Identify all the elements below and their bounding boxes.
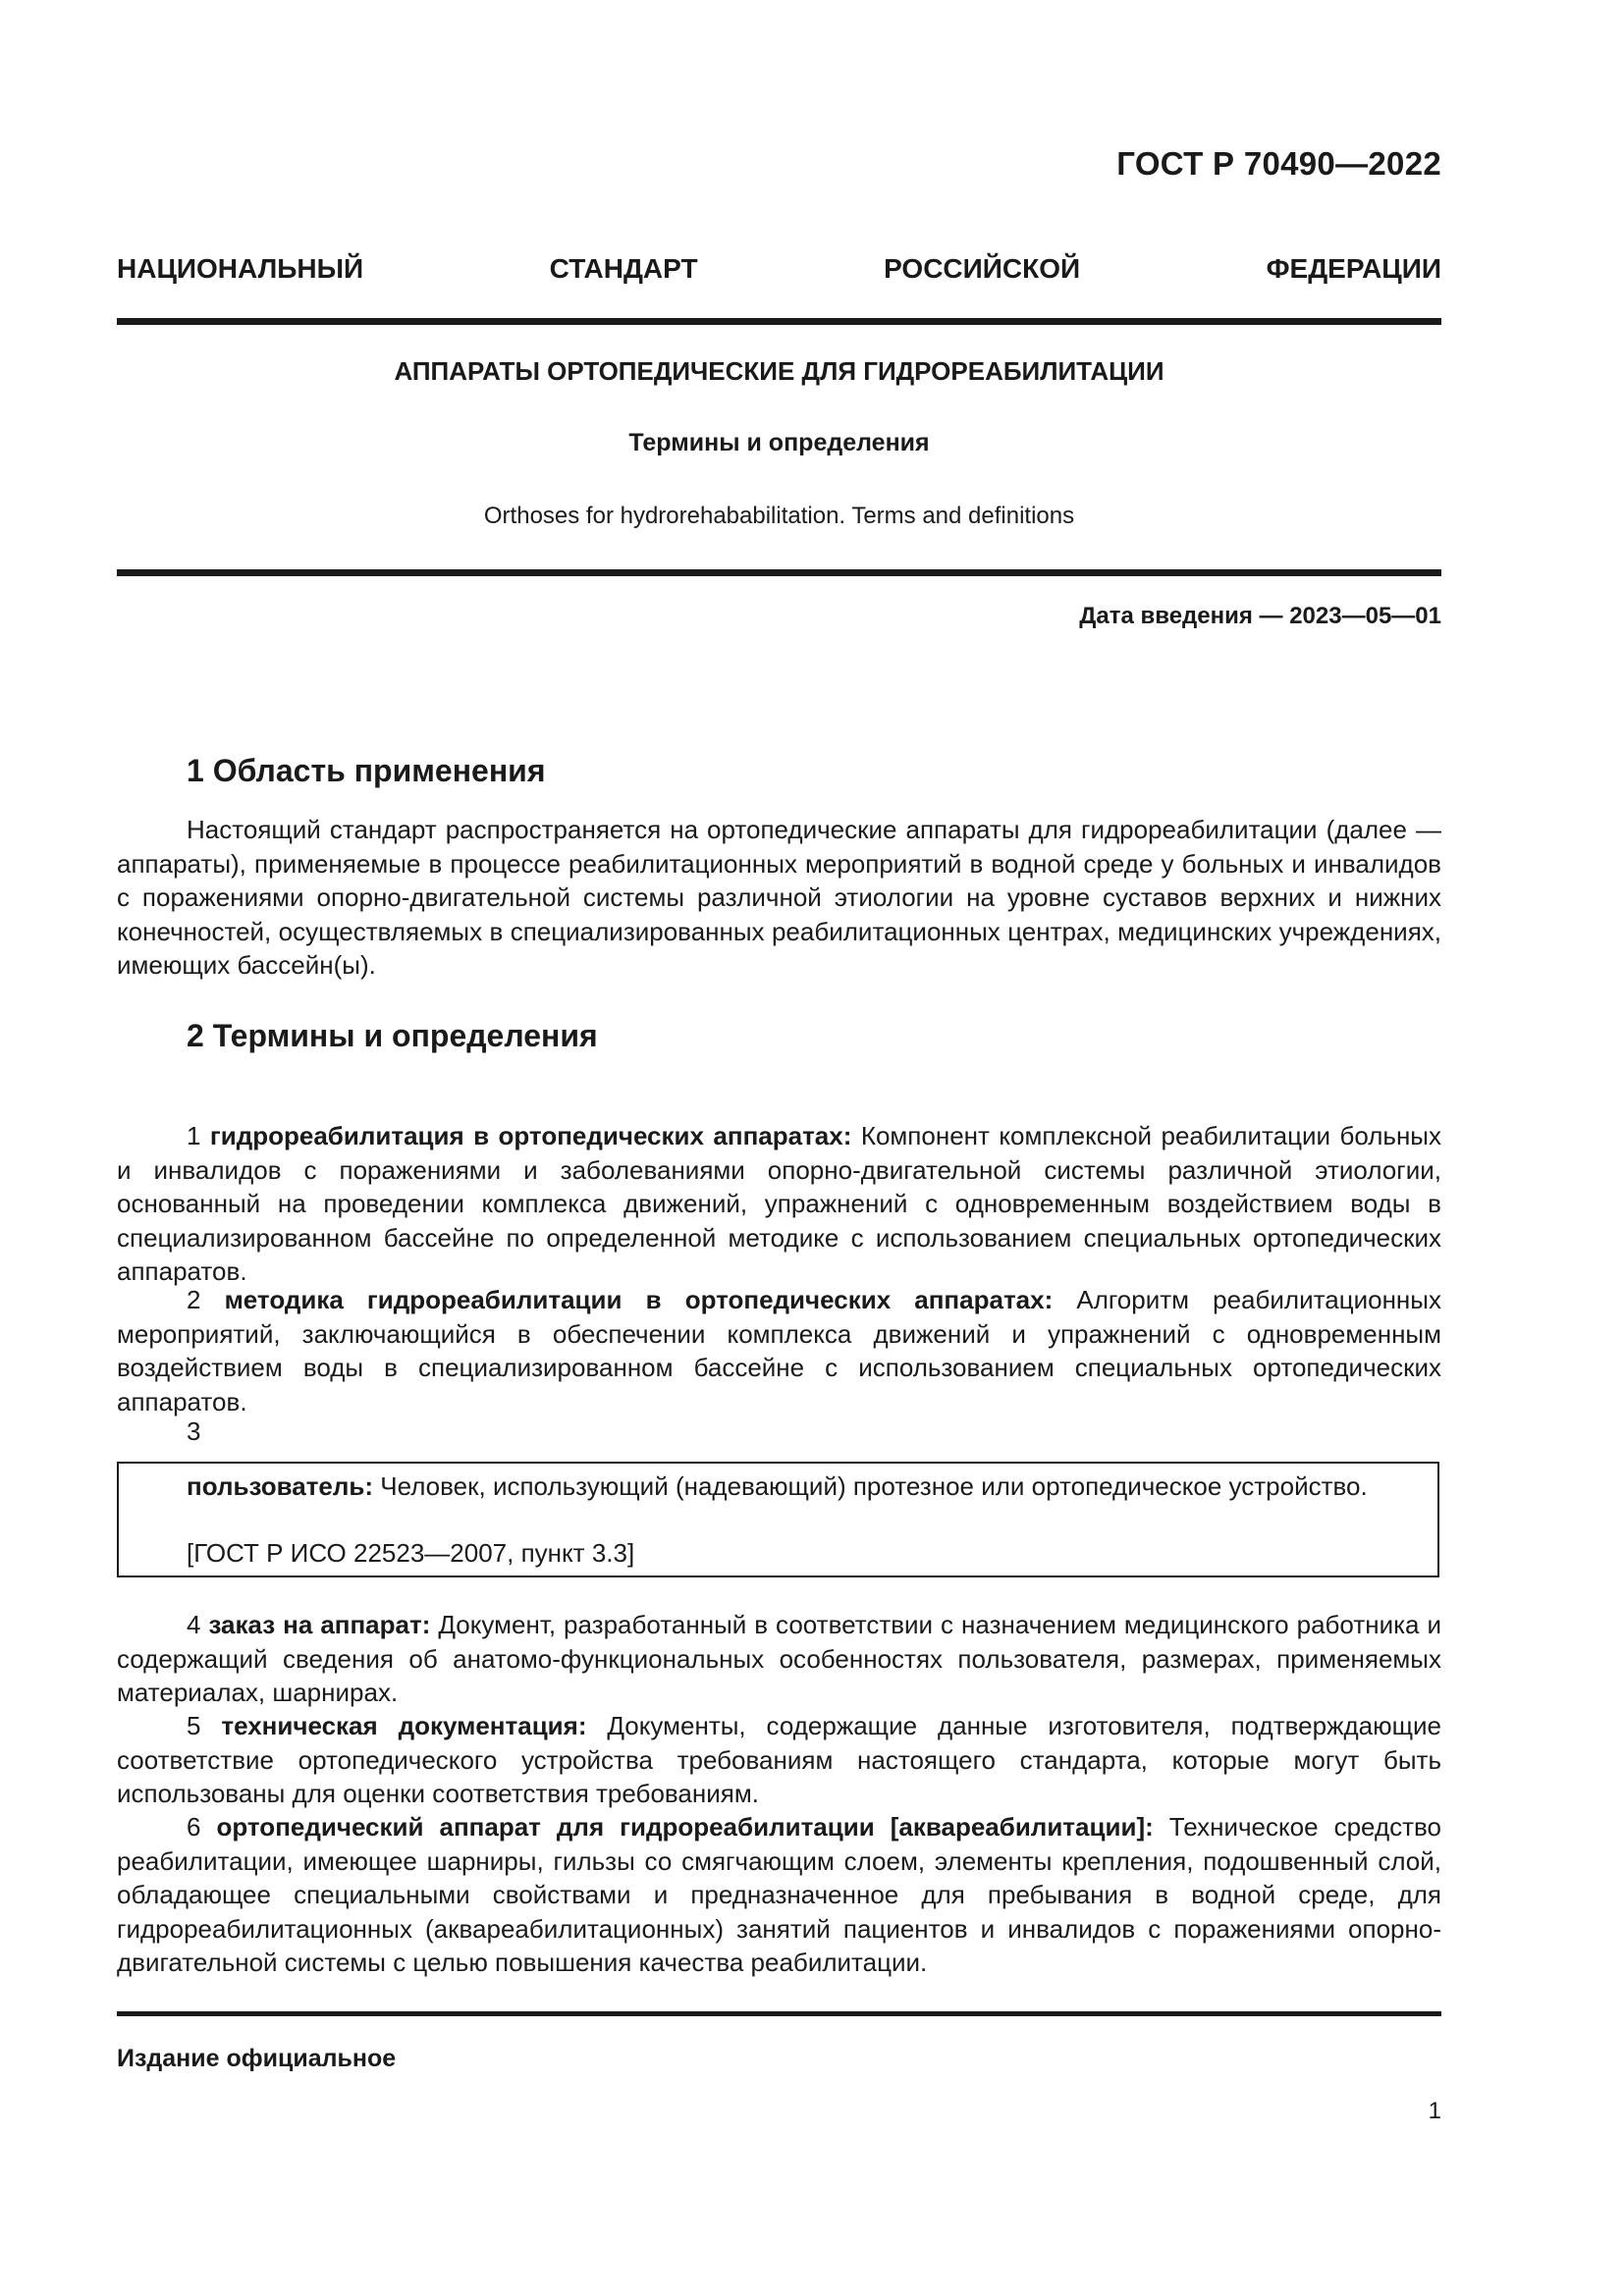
- term-definition: Документ, разработанный в соответствии с назначением медицинского работника и содержащий сведения об анатомо-функциональных особенностях пользователя, размерах, применяемых материалах, шарнирах.: [117, 1610, 1442, 1707]
- term-name: ортопедический аппарат для гидрореабилитации [аквареабилитации]:: [216, 1812, 1154, 1842]
- title-rule: [117, 569, 1441, 576]
- term-name: заказ на аппарат:: [208, 1610, 431, 1639]
- term-definition: Документы, содержащие данные изготовителя, подтверждающие соответствие ортопедического устройства требованиям настоящего стандарта, которые могут быть использованы для оценки соответствия требованиям.: [117, 1711, 1441, 1808]
- document-subtitle: Термины и определения: [628, 429, 930, 456]
- banner-word: НАЦИОНАЛЬНЫЙ: [117, 253, 364, 284]
- term-number: 2: [187, 1285, 201, 1314]
- term-name: пользователь:: [187, 1471, 374, 1501]
- term-number: 1: [187, 1121, 201, 1150]
- term-entry-3-number: [117, 1415, 1441, 1449]
- term-entry-6: [117, 1810, 1441, 1980]
- section-2-heading: 2 Термины и определения: [187, 1018, 598, 1053]
- term-entry-5: [117, 1709, 1441, 1811]
- section-1-text: Настоящий стандарт распространяется на ортопедические аппараты для гидрореабилитации (далее — аппараты), применяемые в процессе реабилитационных мероприятий в водной среде у больных и инвалидов с поражениями опорно-двигательной системы различной этиологии на уровне суставов верхних и нижних конечностей, осуществляемых в специализированных реабилитационных центрах, медицинских учреждениях, имеющих бассейн(ы).: [117, 815, 1441, 980]
- term-number: 5: [187, 1711, 201, 1740]
- term-3-source: [ГОСТ Р ИСО 22523—2007, пункт 3.3]: [187, 1538, 635, 1568]
- term-definition: Алгоритм реабилитационных мероприятий, заключающийся в обеспечении комплекса движений и упражнений с одновременным воздействием воды в специализированном бассейне с использованием специальных ортопедических аппаратов.: [117, 1285, 1441, 1416]
- term-entry-3: [187, 1469, 1429, 1504]
- term-definition: Техническое средство реабилитации, имеющее шарниры, гильзы со смягчающим слоем, элементы крепления, подошвенный слой, обладающее специальными свойствами и предназначенное для пребывания в водной среде, для гидрореабилитационных (аквареабилитационных) занятий пациентов и инвалидов с поражениями опорно-двигательной системы с целью повышения качества реабилитации.: [117, 1812, 1442, 1977]
- term-number: 6: [187, 1812, 201, 1842]
- introduction-date: Дата введения — 2023—05—01: [1079, 603, 1441, 629]
- banner-word: ФЕДЕРАЦИИ: [1266, 253, 1441, 284]
- banner-word: РОССИЙСКОЙ: [884, 253, 1081, 284]
- term-name: гидрореабилитация в ортопедических аппаратах:: [209, 1121, 852, 1150]
- national-standard-banner: [117, 253, 1441, 285]
- footer-rule: [117, 2011, 1441, 2016]
- term-number: 4: [187, 1610, 201, 1639]
- term-definition: Компонент комплексной реабилитации больных и инвалидов с поражениями и заболеваниями опорно-двигательной системы различной этиологии, основанный на проведении комплекса движений, упражнений с одновременным воздействием воды в специализированном бассейне по определенной методике с использованием специальных ортопедических аппаратов.: [117, 1121, 1441, 1286]
- term-name: методика гидрореабилитации в ортопедических аппаратах:: [224, 1285, 1054, 1314]
- term-number: 3: [187, 1416, 201, 1446]
- term-entry-4: [117, 1608, 1441, 1710]
- term-entry-1: [117, 1119, 1441, 1289]
- term-definition: Человек, использующий (надевающий) протезное или ортопедическое устройство.: [380, 1471, 1368, 1501]
- official-edition-label: Издание официальное: [117, 2045, 397, 2072]
- term-entry-2: [117, 1283, 1441, 1418]
- section-1-heading: 1 Область применения: [187, 753, 546, 788]
- term-name: техническая документация:: [221, 1711, 587, 1740]
- banner-word: СТАНДАРТ: [549, 253, 698, 284]
- top-rule: [117, 318, 1441, 325]
- document-title: АППАРАТЫ ОРТОПЕДИЧЕСКИЕ ДЛЯ ГИДРОРЕАБИЛИТАЦИИ: [394, 356, 1164, 386]
- page-number: 1: [1428, 2098, 1441, 2124]
- document-code: ГОСТ Р 70490—2022: [1116, 145, 1441, 182]
- english-title: Orthoses for hydrorehababilitation. Terms and definitions: [483, 503, 1075, 529]
